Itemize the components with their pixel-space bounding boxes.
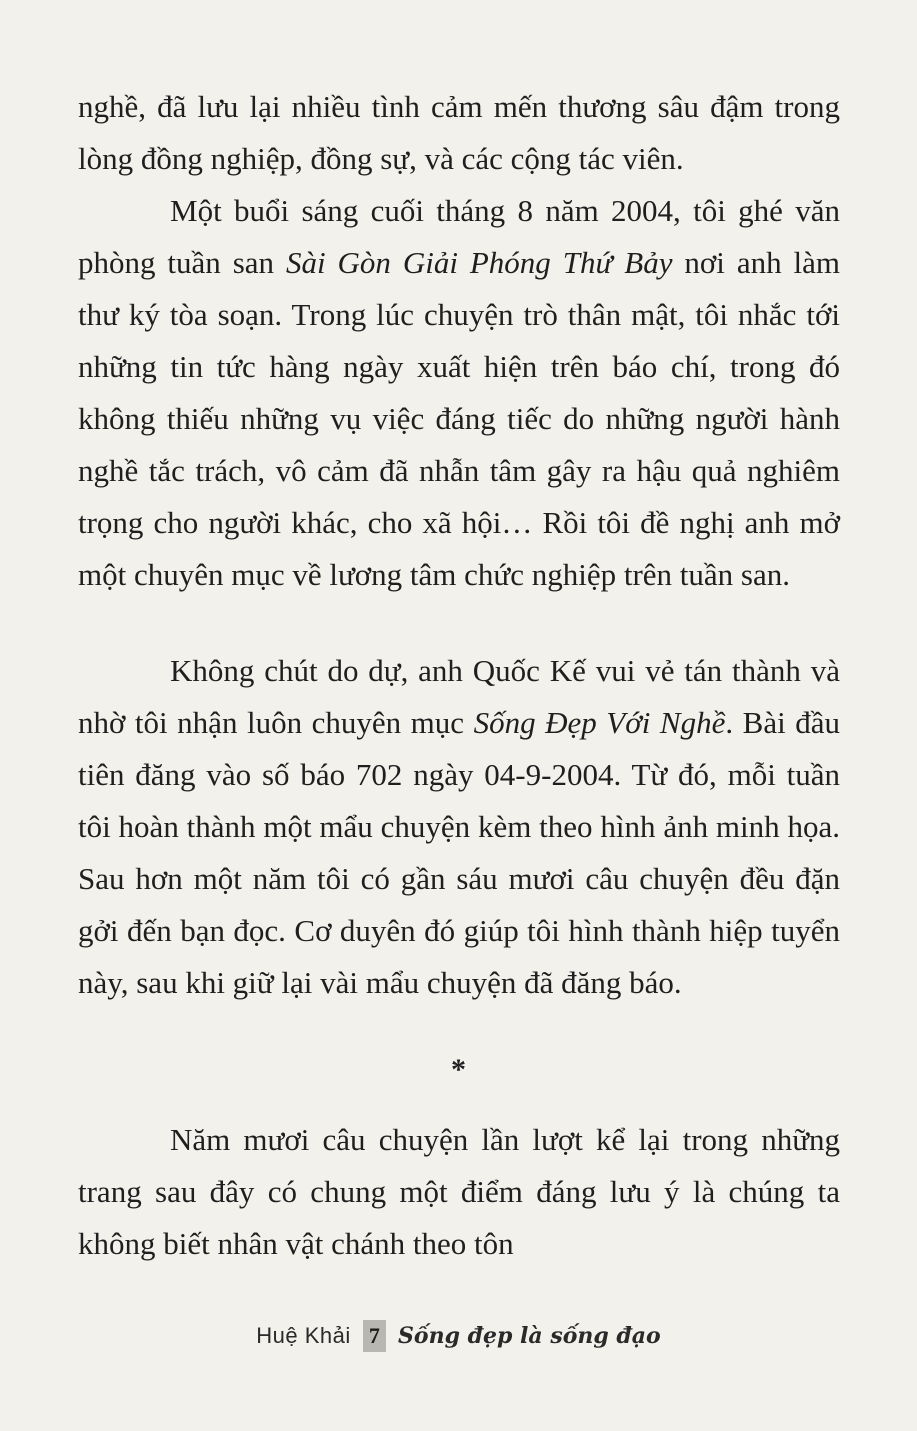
paragraph-continuation <box>78 81 840 185</box>
paragraph-text: . Bài đầu tiên đăng vào số báo 702 ngày 04-9-2004. Từ đó, mỗi tuần tôi hoàn thành một mẩu chuyện kèm theo hình ảnh minh họa. Sau hơn một năm tôi có gần sáu mươi câu chuyện đều đặn gởi đến bạn đọc. Cơ duyên đó giúp tôi hình thành hiệp tuyển này, sau khi giữ lại vài mẩu chuyện đã đăng báo. <box>78 705 840 1000</box>
paragraph-text: nghề, đã lưu lại nhiều tình cảm mến thương sâu đậm trong lòng đồng nghiệp, đồng sự, và các cộng tác viên. <box>78 89 840 176</box>
footer-author: Huệ Khải <box>256 1323 351 1348</box>
paragraph-fifty-stories <box>78 1114 840 1270</box>
page-number: 7 <box>363 1320 386 1352</box>
page-footer <box>0 1318 917 1354</box>
paragraph-text: Một buổi sáng cuối tháng 8 năm 2004, tôi ghé văn phòng tuần san <box>78 193 840 280</box>
section-separator: * <box>451 1053 466 1086</box>
newspaper-title: Sài Gòn Giải Phóng Thứ Bảy <box>285 245 673 280</box>
footer-book-title: Sống đẹp là sống đạo <box>398 1323 661 1349</box>
paragraph-column-start <box>78 645 840 1009</box>
paragraph-text: nơi anh làm thư ký tòa soạn. Trong lúc chuyện trò thân mật, tôi nhắc tới những tin tức hàng ngày xuất hiện trên báo chí, trong đó không thiếu những vụ việc đáng tiếc do những người hành nghề tắc trách, vô cảm đã nhẫn tâm gây ra hậu quả nghiêm trọng cho người khác, cho xã hội… Rồi tôi đề nghị anh mở một chuyên mục về lương tâm chức nghiệp trên tuần san. <box>78 245 840 592</box>
paragraph-text: Năm mươi câu chuyện lần lượt kể lại trong những trang sau đây có chung một điểm đáng lưu ý là chúng ta không biết nhân vật chánh theo tôn <box>78 1122 840 1261</box>
paragraph-text: Không chút do dự, anh Quốc Kế vui vẻ tán thành và nhờ tôi nhận luôn chuyên mục <box>78 653 840 740</box>
paragraph-morning-visit <box>78 185 840 601</box>
column-title: Sống Đẹp Với Nghề <box>473 705 726 740</box>
